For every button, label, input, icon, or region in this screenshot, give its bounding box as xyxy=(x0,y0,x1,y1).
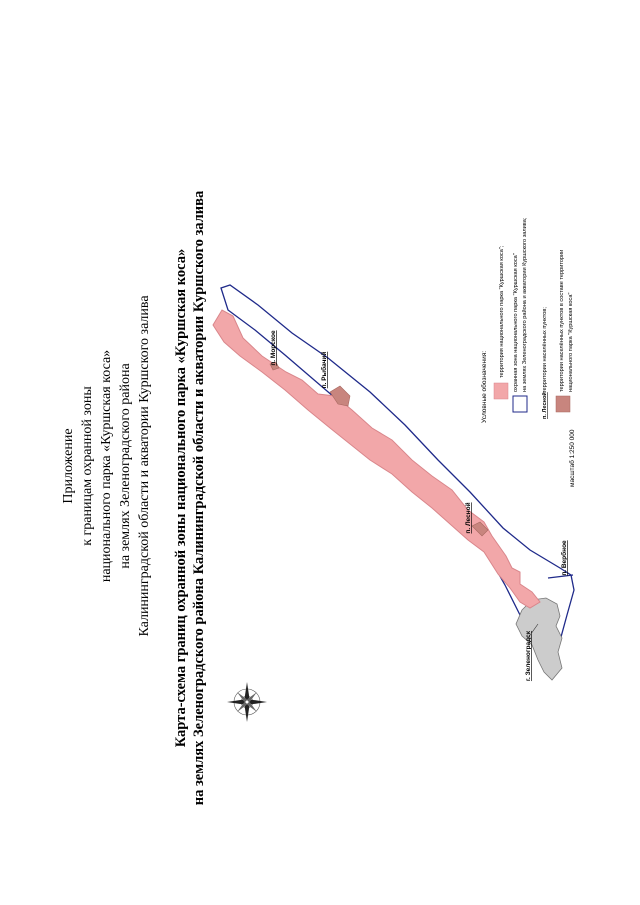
appendix-line: Калининградской области и акватории Куршского залива xyxy=(137,295,152,637)
legend-label-park-settlement-2: национального парка "Куршская коса" xyxy=(568,292,574,392)
label-morskoe: п. Морское xyxy=(270,330,277,366)
appendix-line: национального парка «Куршская коса» xyxy=(99,349,114,583)
legend-label-zone: охранная зона национального парка "Куршская коса" xyxy=(513,253,519,392)
legend-label-park-settlement: территории населённых пунктов в составе территории xyxy=(559,249,565,392)
legend-swatch-park-settlement xyxy=(556,396,570,412)
legend-sample-settlement: п. Лесной xyxy=(542,392,548,419)
legend-swatch-park xyxy=(494,383,508,399)
legend-label-zone-2: на землях Зеленоградского района и акватории Куршского залива; xyxy=(522,217,528,392)
label-rybachy: п. Рыбачий xyxy=(321,351,328,389)
label-verbnoe: п. Вербное xyxy=(561,540,568,576)
legend-label-park: территория национального парка "Куршская коса"; xyxy=(499,245,505,378)
map-title-line-2: на землях Зеленоградского района Калининградской области и акватории Куршского залива xyxy=(191,190,207,806)
map-title-line-1: Карта-схема границ охранной зоны национального парка «Куршская коса» xyxy=(173,248,189,748)
legend-title: Условные обозначения: xyxy=(481,350,488,423)
appendix-line: к границам охранной зоны xyxy=(80,386,95,546)
map-scale: масштаб 1:250 000 xyxy=(569,429,576,487)
label-lesnoy: п. Лесной xyxy=(465,502,472,534)
legend-label-settlement: территории населённых пунктов; xyxy=(542,307,548,393)
appendix-line: на землях Зеленоградского района xyxy=(118,363,133,569)
appendix-line: Приложение xyxy=(61,428,76,504)
label-zelenogradsk: г. Зеленоградск xyxy=(525,630,532,682)
